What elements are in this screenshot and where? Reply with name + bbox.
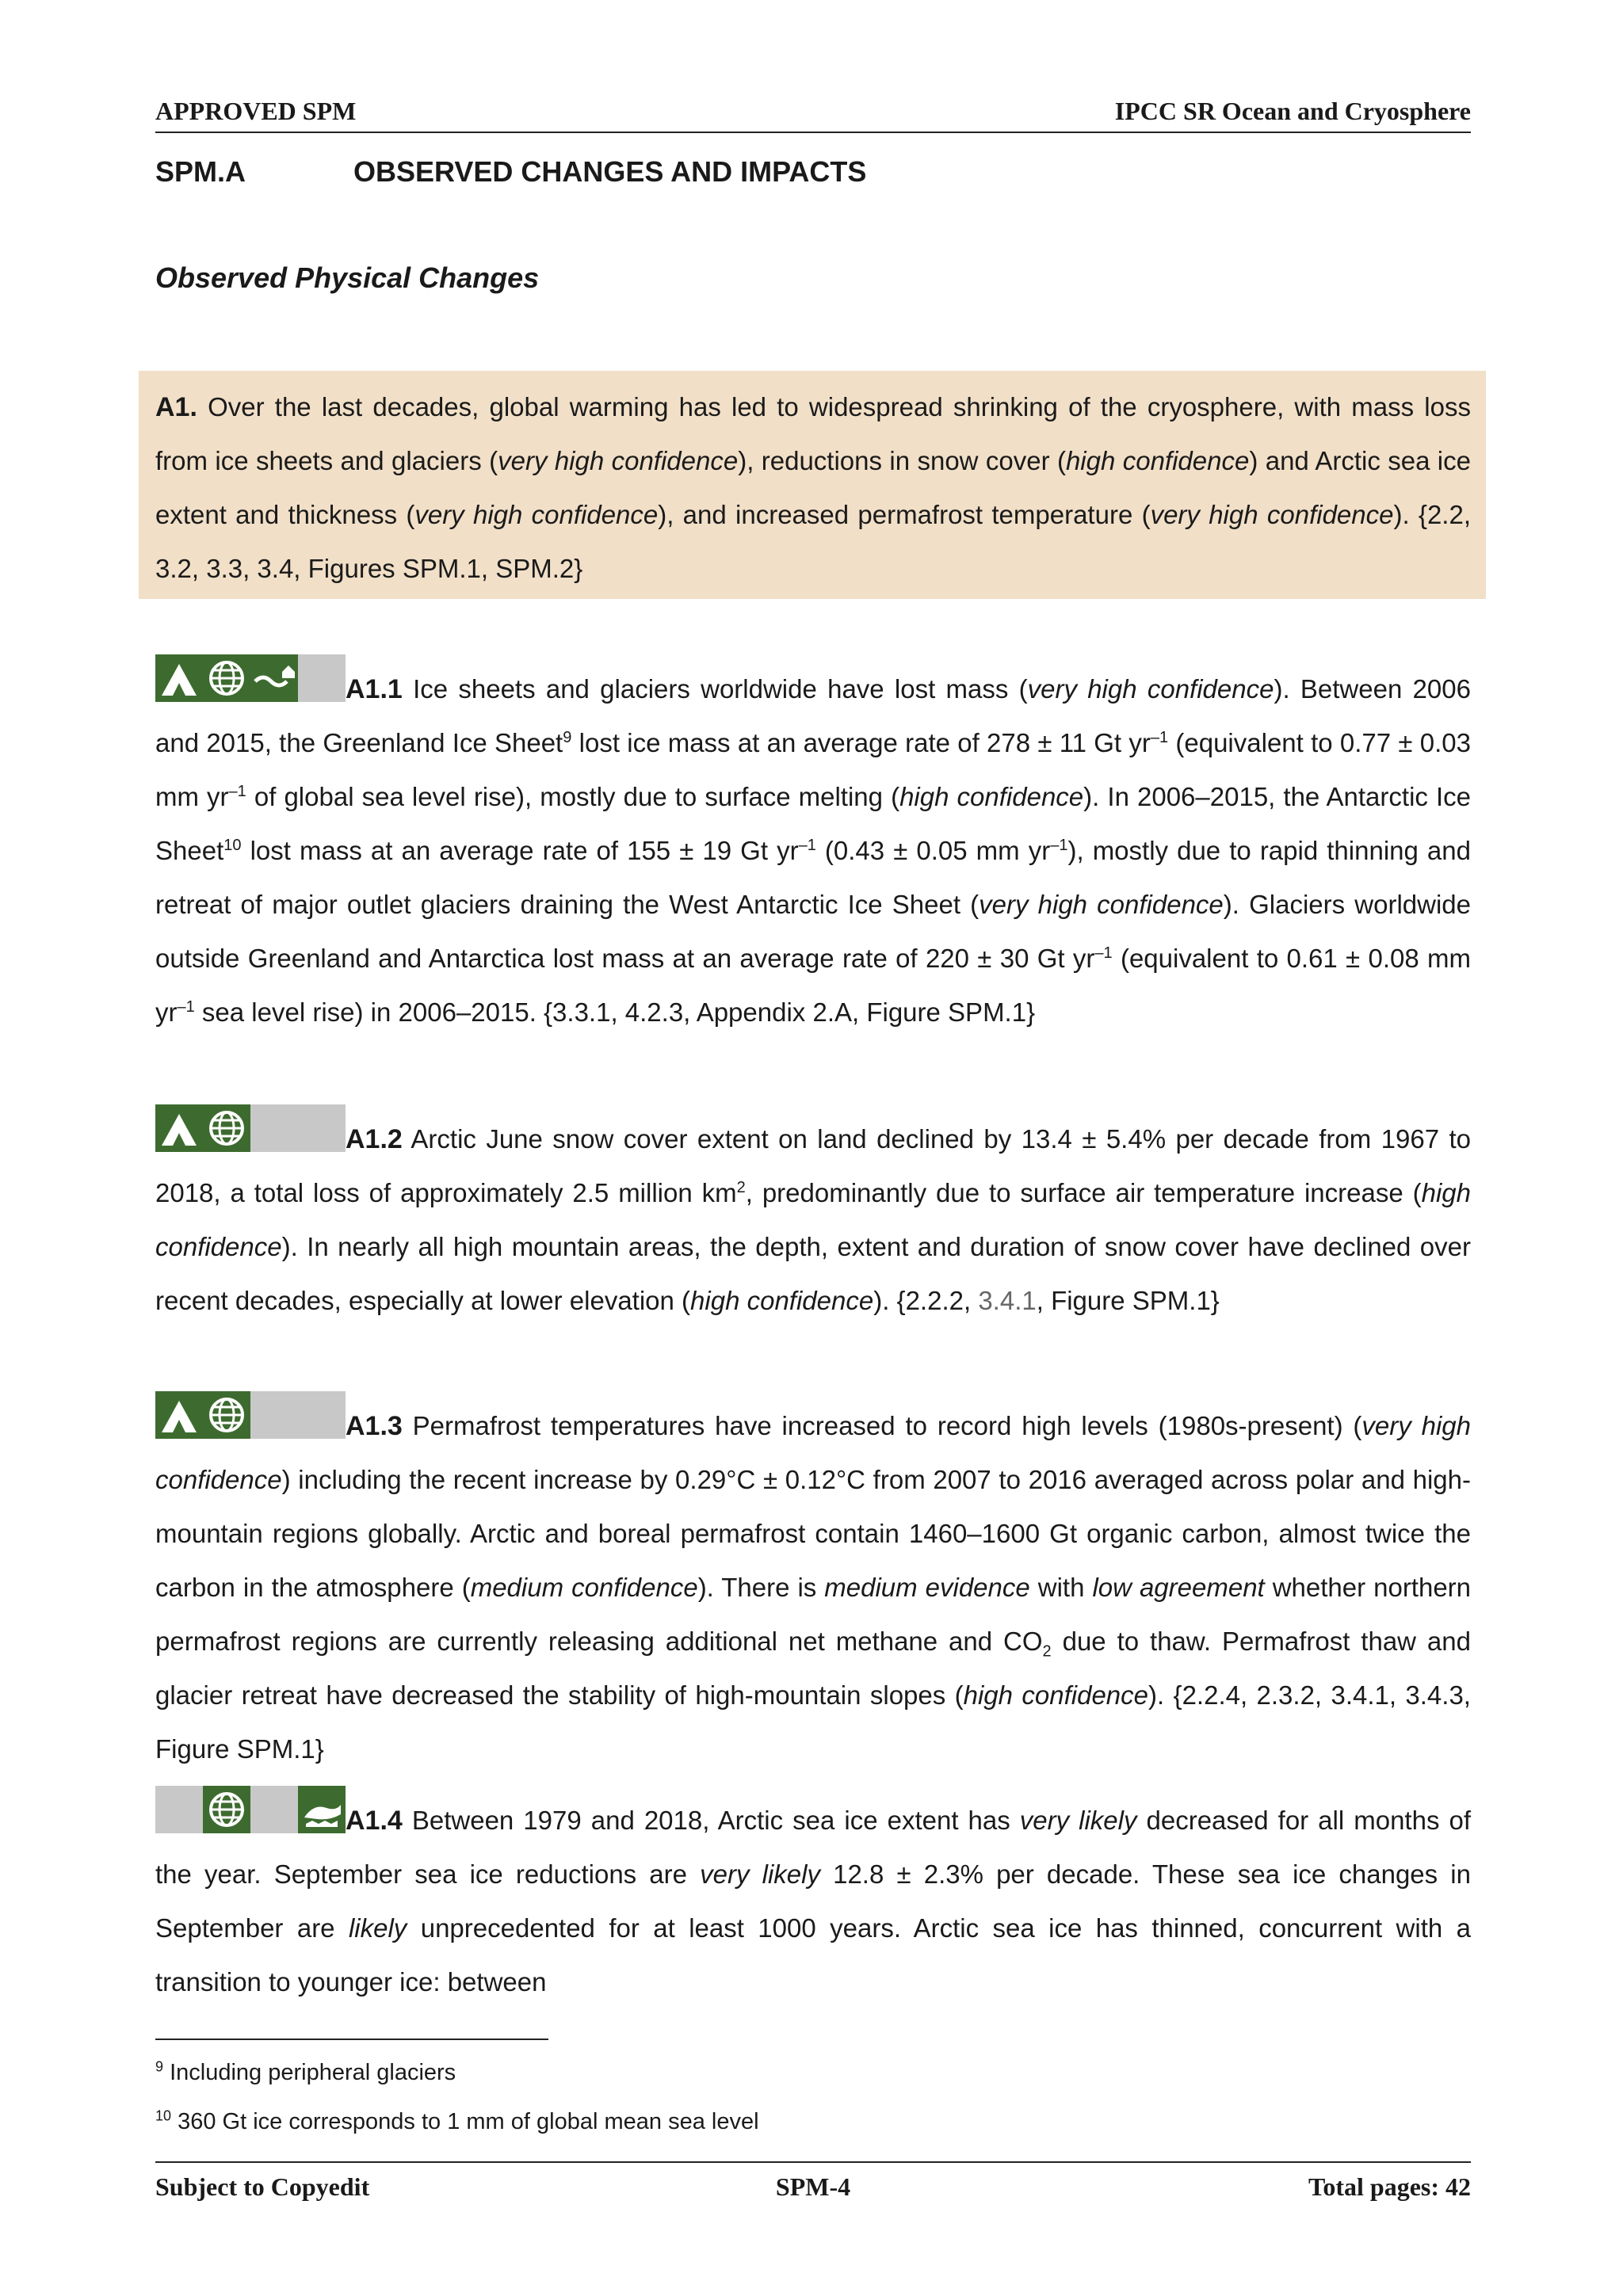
footnote-text: Including peripheral glaciers xyxy=(163,2060,456,2085)
text-run: 12.8 ± 2.3% per decade. These sea ice changes in September are xyxy=(155,1859,1471,1943)
paragraph-label: A1.1 xyxy=(346,674,403,704)
text-run: ). {2.2.4, 2.3.2, 3.4.1, 3.4.3, Figure SPM.1} xyxy=(155,1680,1471,1764)
text-run: unprecedented for at least 1000 years. Arctic sea ice has thinned, concurrent with a transition to younger ice: between xyxy=(155,1913,1471,1997)
text-run: Over the last decades, global warming has led to widespread shrinking of the cryosphere, with mass loss from ice sheets and glaciers ( xyxy=(155,392,1471,475)
text-run: decreased for all months of the year. September sea ice reductions are xyxy=(155,1806,1471,1889)
footnote-10 xyxy=(155,2109,759,2135)
italic-run: very high confidence xyxy=(1027,674,1274,704)
text-run: , Figure SPM.1} xyxy=(1036,1286,1220,1315)
text-run: ), reductions in snow cover ( xyxy=(738,446,1066,475)
italic-run: very likely xyxy=(1019,1806,1137,1835)
text-run: ), and increased permafrost temperature ( xyxy=(658,500,1151,529)
footnote-mark: 9 xyxy=(155,2058,164,2075)
superscript: –1 xyxy=(228,783,246,800)
section-number: SPM.A xyxy=(155,155,246,188)
page-footer xyxy=(155,2161,1471,2210)
text-run: (0.43 ± 0.05 mm yr xyxy=(815,836,1051,865)
paragraph-a1-1 xyxy=(155,662,1471,1039)
paragraph-a1-2 xyxy=(155,1112,1471,1328)
italic-run: medium evidence xyxy=(824,1573,1030,1602)
page-header xyxy=(155,93,1471,133)
italic-run: high confidence xyxy=(690,1286,874,1315)
subscript: 2 xyxy=(1042,1642,1052,1661)
italic-run: very likely xyxy=(700,1859,820,1889)
header-left: APPROVED SPM xyxy=(155,97,357,125)
text-run: ). In nearly all high mountain areas, the depth, extent and duration of snow cover have declined over recent decades, especially at lower elevation ( xyxy=(155,1232,1471,1315)
text-run: with xyxy=(1029,1573,1093,1602)
text-run: Ice sheets and glaciers worldwide have lost mass ( xyxy=(402,674,1028,704)
text-run: of global sea level rise), mostly due to surface melting ( xyxy=(246,782,900,811)
italic-run: very high confidence xyxy=(1150,500,1394,529)
text-run: ) and Arctic sea ice extent and thickness ( xyxy=(155,446,1471,529)
footnote-9 xyxy=(155,2060,456,2086)
paragraph-a1-4 xyxy=(155,1794,1471,2009)
footnote-ref: 9 xyxy=(563,729,572,746)
paragraph-label: A1.3 xyxy=(346,1411,403,1441)
text-run: ). Glaciers worldwide outside Greenland and Antarctica lost mass at an average rate of 220 ± 30 Gt yr xyxy=(155,890,1472,973)
superscript: –1 xyxy=(1150,729,1169,746)
italic-run: medium confidence xyxy=(470,1573,698,1602)
text-run: ), mostly due to rapid thinning and retreat of major outlet glaciers draining the West Antarctic Ice Sheet ( xyxy=(155,836,1471,919)
text-run: ). {2.2, 3.2, 3.3, 3.4, Figures SPM.1, SPM.2} xyxy=(155,500,1471,583)
superscript: –1 xyxy=(798,837,816,854)
statement-a1-label: A1. xyxy=(155,392,197,422)
text-run: ). Between 2006 and 2015, the Greenland Ice Sheet xyxy=(155,674,1471,757)
text-run: ). {2.2.2, xyxy=(873,1286,979,1315)
italic-run: high confidence xyxy=(899,782,1084,811)
footnote-text: 360 Gt ice corresponds to 1 mm of global mean sea level xyxy=(171,2109,759,2134)
italic-run: very high confidence xyxy=(155,1411,1471,1494)
text-run: due to thaw. Permafrost thaw and glacier retreat have decreased the stability of high-mountain slopes ( xyxy=(155,1627,1471,1710)
text-run: ). There is xyxy=(697,1573,825,1602)
italic-run: high confidence xyxy=(1065,446,1250,475)
superscript: –1 xyxy=(1050,837,1068,854)
text-run: sea level rise) in 2006–2015. {3.3.1, 4.2.3, Appendix 2.A, Figure SPM.1} xyxy=(194,997,1036,1027)
italic-run: very high confidence xyxy=(979,890,1224,919)
text-run: lost mass at an average rate of 155 ± 19 Gt yr xyxy=(241,836,799,865)
text-run: lost ice mass at an average rate of 278 ± 11 Gt yr xyxy=(571,728,1151,757)
paragraph-label: A1.4 xyxy=(346,1806,403,1836)
header-right: IPCC SR Ocean and Cryosphere xyxy=(1114,97,1471,125)
section-heading xyxy=(155,155,866,189)
text-run: ). In 2006–2015, the Antarctic Ice Sheet xyxy=(155,782,1471,865)
statement-a1-text xyxy=(155,380,1471,596)
grey-reference: 3.4.1 xyxy=(978,1286,1037,1315)
italic-run: high confidence xyxy=(963,1680,1149,1710)
footnote-ref: 10 xyxy=(223,837,242,854)
text-run: Arctic June snow cover extent on land declined by 13.4 ± 5.4% per decade from 1967 to 2018, a total loss of approximately 2.5 million km xyxy=(155,1124,1471,1207)
text-run: , predominantly due to surface air temperature increase ( xyxy=(745,1178,1422,1207)
paragraph-a1-3 xyxy=(155,1399,1471,1776)
italic-run: very high confidence xyxy=(414,500,659,529)
italic-run: very high confidence xyxy=(498,446,739,475)
text-run: (equivalent to 0.61 ± 0.08 mm yr xyxy=(155,944,1471,1027)
subheading: Observed Physical Changes xyxy=(155,261,540,294)
italic-run: low agreement xyxy=(1092,1573,1265,1602)
superscript: –1 xyxy=(177,998,195,1016)
footer-page-number: SPM-4 xyxy=(775,2172,851,2201)
superscript: 2 xyxy=(736,1179,746,1196)
footnote-separator xyxy=(155,2039,548,2040)
italic-run: likely xyxy=(348,1913,407,1943)
headline-statement-box xyxy=(139,371,1486,599)
text-run: whether northern permafrost regions are currently releasing additional net methane and CO xyxy=(155,1573,1472,1656)
text-run: Between 1979 and 2018, Arctic sea ice extent has xyxy=(402,1806,1020,1835)
superscript: –1 xyxy=(1094,944,1113,962)
paragraph-label: A1.2 xyxy=(346,1124,403,1154)
footnote-mark: 10 xyxy=(155,2107,172,2124)
text-run: ) including the recent increase by 0.29°C ± 0.12°C from 2007 to 2016 averaged across polar and high-mountain regions globally. Arctic and boreal permafrost contain 1460–1600 Gt organic carbon, almost twice the carbon in the atmosphere ( xyxy=(155,1465,1471,1602)
section-title: OBSERVED CHANGES AND IMPACTS xyxy=(353,155,867,188)
footer-left: Subject to Copyedit xyxy=(155,2172,370,2201)
footer-right: Total pages: 42 xyxy=(1308,2172,1471,2201)
text-run: (equivalent to 0.77 ± 0.03 mm yr xyxy=(155,728,1471,811)
italic-run: high confidence xyxy=(155,1178,1471,1261)
text-run: Permafrost temperatures have increased to record high levels (1980s-present) ( xyxy=(402,1411,1362,1440)
